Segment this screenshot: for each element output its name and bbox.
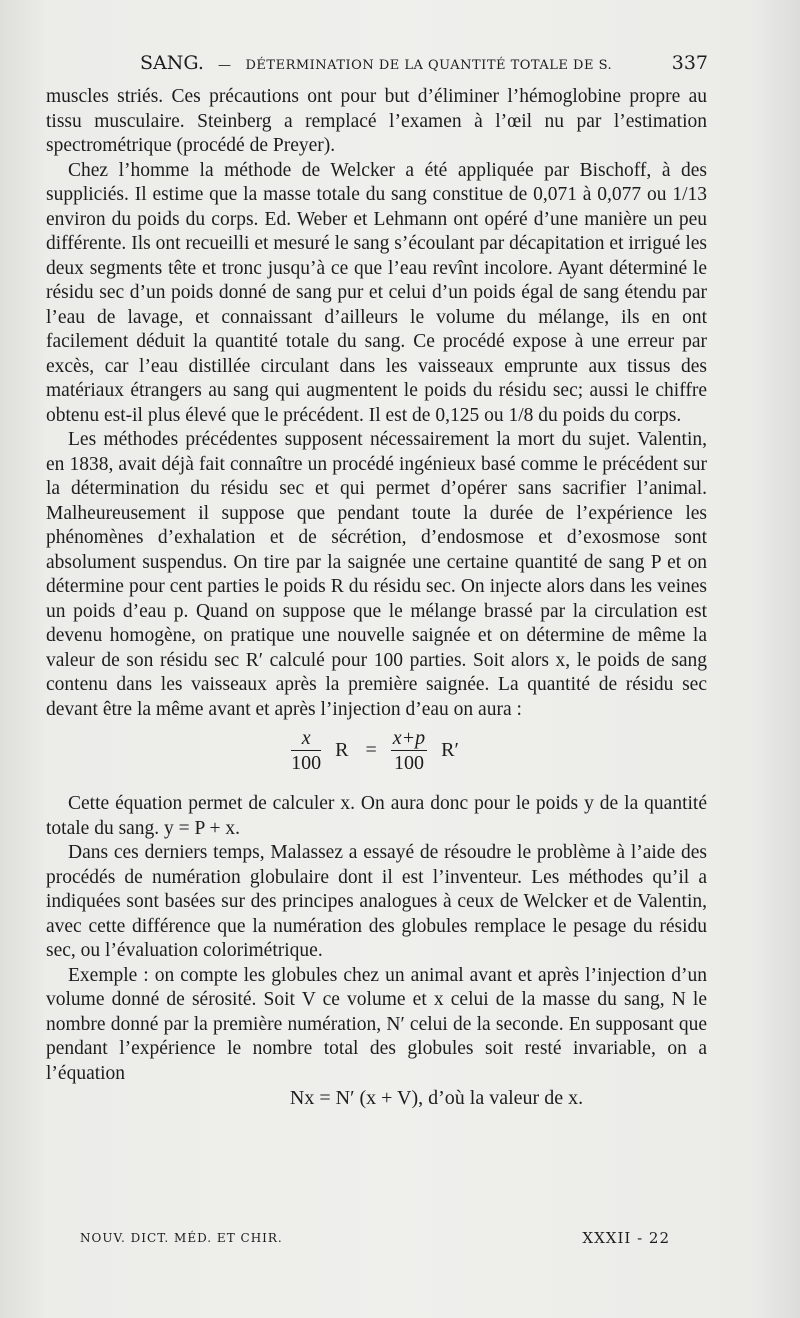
paragraph: Chez l’homme la méthode de Welcker a été appliquée par Bischoff, à des suppliciés. Il estime que la masse totale du sang constitue de 0,071 à 0,077 ou 1/13 environ du poids du corps. Ed. Weber et Lehmann ont opéré d’une manière un peu différente. Ils ont recueilli et mesuré le sang s’écoulant par décapitation et irrigué les deux segments tête et tronc jusqu’à ce que l’eau revînt incolore. Ayant déterminé le résidu sec d’un poids donné de sang pur et celui d’un poids égal de sang étendu par l’eau de lavage, et connaissant d’ailleurs le volume du mélange, ils en ont facilement déduit la quantité totale du sang. Ce procédé expose à une erreur par excès, car l’eau distillée circulant dans les vaisseaux emprunte aux tissus des matériaux étrangers au sang qui augmentent le poids du résidu sec; aussi le chiffre obtenu est-il plus élevé que le précédent. Il est de 0,125 ou 1/8 du poids du corps.	[46, 159, 707, 426]
frac-numerator: x	[291, 726, 321, 751]
paragraph: Exemple : on compte les globules chez un animal avant et après l’injection d’un volume donné de sérosité. Soit V ce volume et x celui de la masse du sang, N le nombre donné par la première numération, N′ celui de la seconde. En supposant que pendant l’expérience le nombre total des globules soit resté invariable, on a l’équation	[46, 964, 707, 1084]
equation-residu	[46, 726, 707, 790]
page-number: 337	[671, 52, 708, 74]
paragraph: Dans ces derniers temps, Malassez a essayé de résoudre le problème à l’aide des procédés de numération globulaire dont il est l’inventeur. Les méthodes qu’il a indiquées sont basées sur des principes analogues à ceux de Welcker et de Valentin, avec cette différence que la numération des globules remplace le pesage du résidu sec, ou l’évaluation colorimétrique.	[46, 842, 707, 961]
header-dash: —	[217, 58, 232, 73]
frac-numerator: x+p	[392, 727, 426, 749]
paragraph: Les méthodes précédentes supposent nécessairement la mort du sujet. Valentin, en 1838, avait déjà fait connaître un procédé ingénieux basé comme le précédent sur la détermination du résidu sec et qui permet d’opérer sans sacrifier l’animal. Malheureusement il suppose que pendant toute la durée de l’expérience les phénomènes d’exhalation et de sécrétion, d’endosmose et d’exosmose sont absolument suspendus. On tire par la saignée une certaine quantité de sang P et on détermine pour cent parties le poids R du résidu sec. On injecte alors dans les veines un poids d’eau p. Quand on suppose que le mélange brassé par la circulation est devenu homogène, on pratique une nouvelle saignée et on détermine de même la valeur de son résidu sec R′ calculé pour 100 parties. Soit alors x, le poids de sang contenu dans les vaisseaux après la première saignée. La quantité de résidu sec devant être la même avant et après l’injection d’eau on aura :	[46, 429, 707, 720]
header-left: SANG.	[140, 52, 204, 74]
equation-globules: Nx = N′ (x + V), d’où la valeur de x.	[289, 1087, 584, 1109]
frac-denominator: 100	[393, 752, 424, 774]
var-R: R	[335, 739, 349, 762]
page-footer	[80, 1228, 670, 1248]
body-text	[46, 85, 707, 1111]
header-title: DÉTERMINATION DE LA QUANTITÉ TOTALE DE S.	[245, 58, 613, 73]
equals-sign: =	[365, 739, 377, 762]
running-header	[140, 50, 708, 76]
paragraph: muscles striés. Ces précautions ont pour but d’éliminer l’hémoglobine propre au tissu musculaire. Steinberg a remplacé l’examen à l’œil nu par l’estimation spectrométrique (procédé de Preyer).	[46, 86, 707, 156]
var-R-prime: R′	[441, 739, 459, 762]
paragraph: Cette équation permet de calculer x. On aura donc pour le poids y de la quantité totale du sang. y = P + x.	[46, 793, 707, 839]
footer-publication: NOUV. DICT. MÉD. ET CHIR.	[80, 1231, 283, 1245]
footer-signature: XXXII - 22	[582, 1229, 670, 1247]
frac-denominator: 100	[291, 752, 322, 774]
